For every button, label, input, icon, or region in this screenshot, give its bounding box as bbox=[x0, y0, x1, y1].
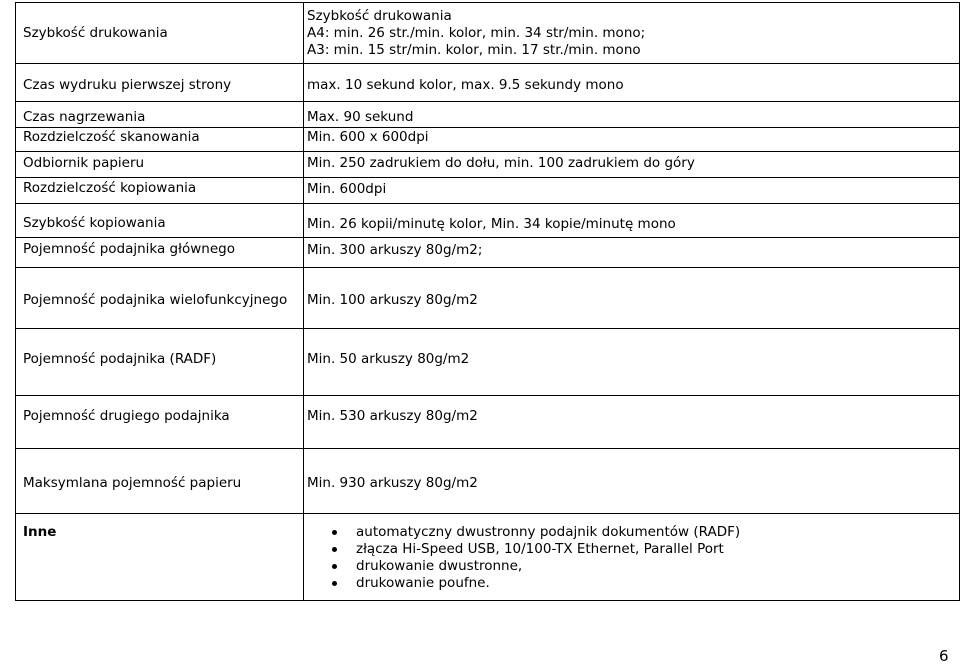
table-border bbox=[15, 328, 960, 329]
spec-label-other: Inne bbox=[23, 524, 57, 540]
table-border bbox=[15, 267, 960, 268]
table-border bbox=[15, 513, 960, 514]
spec-label: Pojemność podajnika wielofunkcyjnego bbox=[23, 292, 288, 308]
page-number: 6 bbox=[939, 647, 949, 665]
table-border bbox=[15, 177, 960, 178]
spec-value: Max. 90 sekund bbox=[307, 109, 414, 125]
table-border bbox=[15, 101, 960, 102]
list-item: drukowanie poufne. bbox=[356, 575, 740, 592]
spec-value: Min. 300 arkuszy 80g/m2; bbox=[307, 242, 483, 258]
spec-value: Min. 930 arkuszy 80g/m2 bbox=[307, 475, 478, 491]
spec-label: Pojemność podajnika głównego bbox=[23, 241, 235, 257]
spec-value: Min. 50 arkuszy 80g/m2 bbox=[307, 351, 470, 367]
spec-value: Szybkość drukowania bbox=[307, 8, 452, 24]
table-border bbox=[15, 127, 960, 128]
table-border bbox=[15, 2, 16, 600]
table-border bbox=[15, 448, 960, 449]
list-item: złącza Hi-Speed USB, 10/100-TX Ethernet, Parallel Port bbox=[356, 541, 740, 558]
list-item: automatyczny dwustronny podajnik dokumentów (RADF) bbox=[356, 524, 741, 540]
table-border bbox=[15, 2, 960, 3]
spec-label: Maksymlana pojemność papieru bbox=[23, 475, 242, 491]
table-border bbox=[15, 63, 960, 64]
spec-label: Szybkość kopiowania bbox=[23, 215, 166, 231]
spec-label: Rozdzielczość skanowania bbox=[23, 129, 200, 145]
table-border bbox=[15, 203, 960, 204]
spec-label: Pojemność drugiego podajnika bbox=[23, 408, 230, 424]
spec-value: Min. 600 x 600dpi bbox=[307, 129, 429, 145]
spec-label: Czas nagrzewania bbox=[23, 109, 146, 125]
other-features-list bbox=[356, 524, 740, 592]
spec-value: A3: min. 15 str/min. kolor, min. 17 str./min. mono bbox=[307, 42, 641, 58]
list-item: drukowanie dwustronne, bbox=[356, 558, 740, 575]
spec-value: Min. 600dpi bbox=[307, 181, 387, 197]
spec-label: Czas wydruku pierwszej strony bbox=[23, 77, 232, 93]
spec-value: A4: min. 26 str./min. kolor, min. 34 str/min. mono; bbox=[307, 25, 646, 41]
spec-value: max. 10 sekund kolor, max. 9.5 sekundy mono bbox=[307, 77, 624, 93]
table-border bbox=[15, 395, 960, 396]
spec-value: Min. 26 kopii/minutę kolor, Min. 34 kopie/minutę mono bbox=[307, 216, 676, 232]
table-border bbox=[15, 600, 960, 601]
table-border bbox=[303, 2, 304, 600]
table-border bbox=[15, 151, 960, 152]
spec-label: Pojemność podajnika (RADF) bbox=[23, 351, 217, 367]
spec-value: Min. 530 arkuszy 80g/m2 bbox=[307, 408, 478, 424]
table-border bbox=[15, 237, 960, 238]
spec-label: Szybkość drukowania bbox=[23, 25, 168, 41]
spec-value: Min. 250 zadrukiem do dołu, min. 100 zadrukiem do góry bbox=[307, 155, 695, 171]
spec-label: Rozdzielczość kopiowania bbox=[23, 180, 197, 196]
spec-value: Min. 100 arkuszy 80g/m2 bbox=[307, 292, 478, 308]
spec-label: Odbiornik papieru bbox=[23, 155, 145, 171]
